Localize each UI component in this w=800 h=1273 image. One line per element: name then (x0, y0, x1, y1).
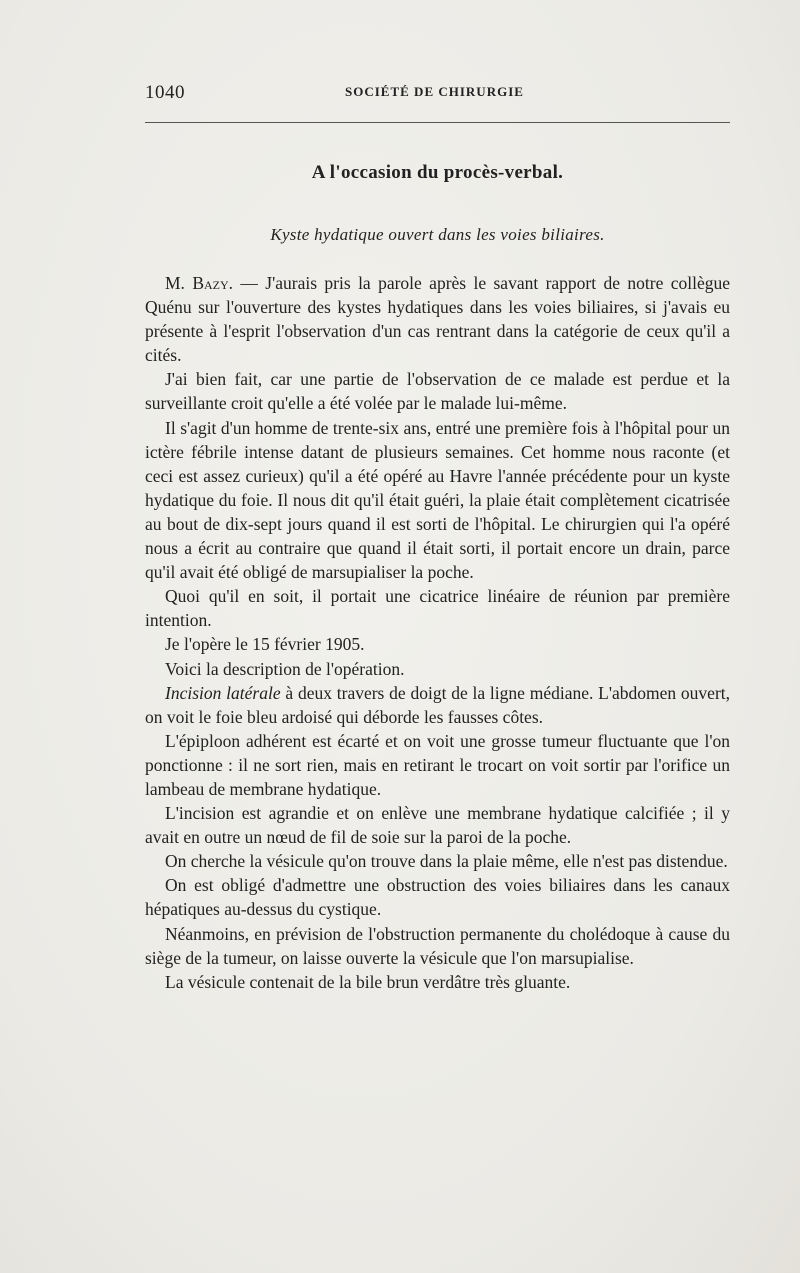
paragraph: On cherche la vésicule qu'on trouve dans la plaie même, elle n'est pas distendue. (165, 851, 728, 872)
section-title: A l'occasion du procès-verbal. (311, 162, 564, 183)
paragraph: On est obligé d'admettre une obstruction des voies biliaires dans les canaux hépatiques au-dessus du cystique. (145, 875, 730, 920)
running-head: SOCIÉTÉ DE CHIRURGIE (345, 84, 524, 99)
page-header (145, 80, 730, 110)
paragraph-lead: M. (165, 273, 193, 293)
paragraph (145, 681, 730, 729)
paragraph: Voici la description de l'opération. (165, 658, 405, 679)
paragraph: Quoi qu'il en soit, il portait une cicatrice linéaire de réunion par première intention. (145, 586, 730, 631)
speaker-name: Bazy (192, 273, 229, 293)
italic-phrase: Incision latérale (165, 682, 281, 703)
paragraph: Néanmoins, en prévision de l'obstruction permanente du cholédoque à cause du siège de la tumeur, on laisse ouverte la vésicule que l'on marsupialise. (145, 923, 730, 968)
paragraph: L'épiploon adhérent est écarté et on voit une grosse tumeur fluctuante que l'on ponctionne : il ne sort rien, mais en retirant le trocart on voit sortir par l'orifice un lambeau de membrane hydatique. (145, 730, 730, 799)
paragraph: Je l'opère le 15 février 1905. (165, 634, 365, 655)
subtitle: Kyste hydatique ouvert dans les voies biliaires. (270, 225, 605, 244)
paragraph: L'incision est agrandie et on enlève une membrane hydatique calcifiée ; il y avait en outre un nœud de fil de soie sur la paroi de la poche. (145, 803, 730, 848)
paragraph: Il s'agit d'un homme de trente-six ans, entré une première fois à l'hôpital pour un ictère fébrile intense datant de plusieurs semaines. Cet homme nous raconte (et ceci est assez curieux) qu'il a été opéré au Havre l'année précédente pour un kyste hydatique du foie. Il nous dit qu'il était guéri, la plaie était complètement cicatrisée au bout de dix-sept jours quand il est sorti de l'hôpital. Le chirurgien qui l'a opéré nous a écrit au contraire que quand il était sorti, il portait encore un drain, parce qu'il avait été obligé de marsupialiser la poche. (145, 417, 730, 583)
paragraph: La vésicule contenait de la bile brun verdâtre très gluante. (165, 971, 571, 992)
paragraph (145, 271, 730, 367)
body-text (145, 271, 730, 994)
header-rule (145, 122, 730, 123)
paragraph-text: . — J'aurais pris la parole après le savant rapport de notre collègue Quénu sur l'ouverture des kystes hydatiques dans les voies biliaires, si j'avais eu présente à l'esprit l'observation d'un cas rentrant dans la catégorie de ceux qu'il a cités. (145, 273, 731, 366)
page-number: 1040 (145, 82, 185, 103)
paragraph: J'ai bien fait, car une partie de l'observation de ce malade est perdue et la surveillante croit qu'elle a été volée par le malade lui-même. (145, 369, 730, 414)
paragraph-text: à deux travers de doigt de la ligne médiane. L'abdomen ouvert, on voit le foie bleu ardoisé qui déborde les fausses côtes. (145, 682, 731, 727)
